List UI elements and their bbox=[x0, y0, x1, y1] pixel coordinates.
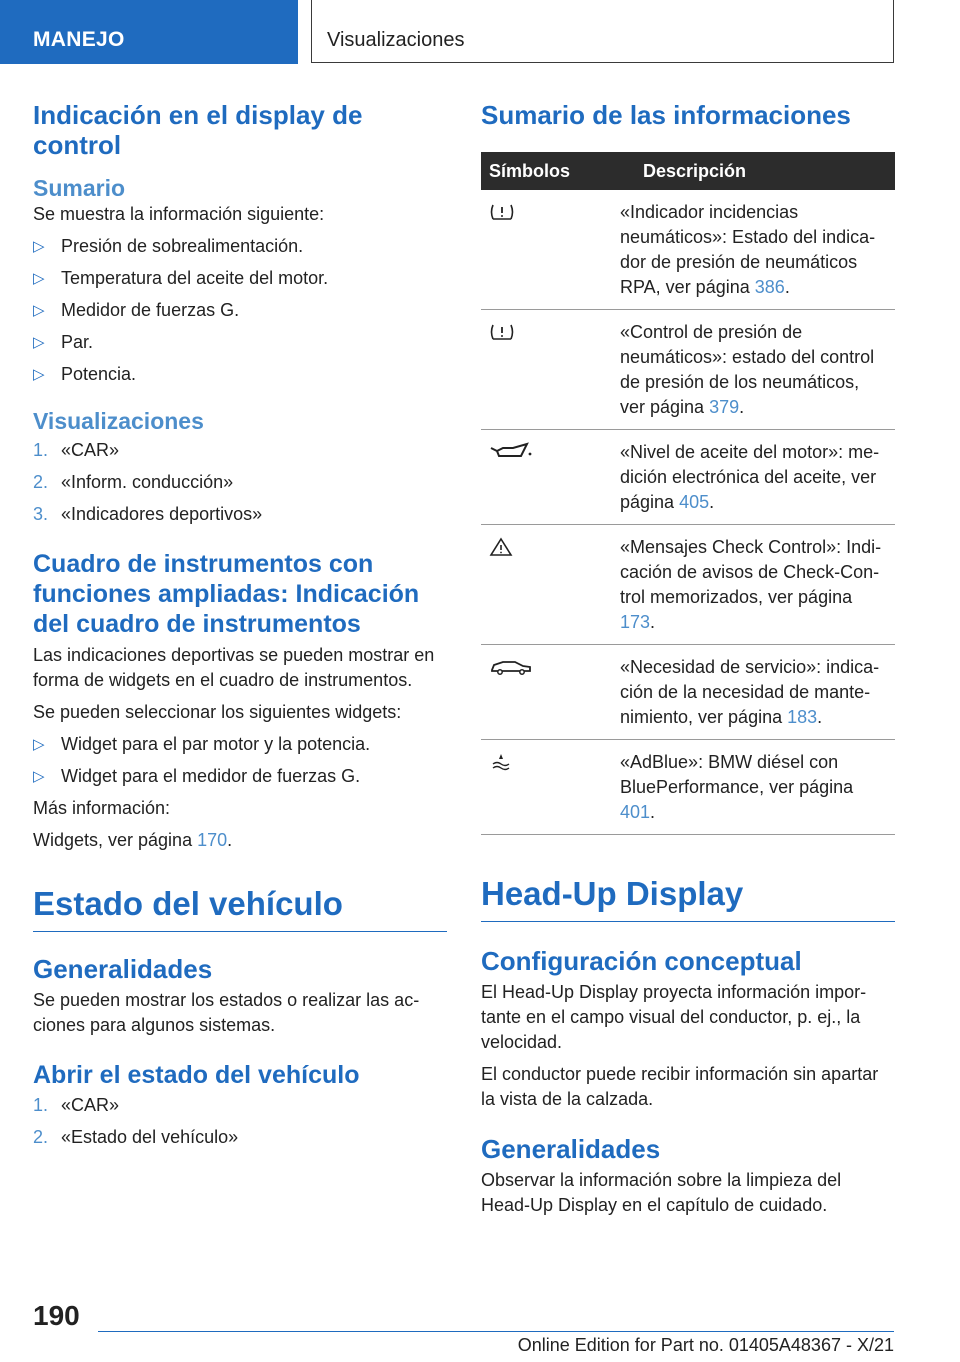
configuracion-paragraph-1: El Head-Up Display proyecta información importante en el campo visual del conductor, p. ej., la velocidad. bbox=[481, 982, 867, 1052]
sumario-list bbox=[33, 234, 447, 387]
step-item: 1. «CAR» bbox=[33, 440, 120, 460]
page-link-173[interactable]: 173 bbox=[620, 612, 651, 632]
footer-edition: Online Edition for Part no. 01405A48367 - X/21 bbox=[517, 1335, 894, 1355]
widget-list bbox=[33, 732, 447, 789]
header-chapter-label: Visualizaciones bbox=[327, 29, 465, 51]
step-item: 1. «CAR» bbox=[33, 1095, 120, 1115]
triangle-bullet-icon: ▷ bbox=[33, 736, 45, 753]
table-row: «Control de presión de neumáticos»: estado del control de presión de los neumáticos, ver página 379. bbox=[481, 310, 895, 430]
step-item: 3. «Indicadores deportivos» bbox=[33, 504, 263, 524]
triangle-bullet-icon: ▷ bbox=[33, 238, 45, 255]
list-item: ▷ Widget para el par motor y la potencia. bbox=[33, 732, 447, 757]
page-link-183[interactable]: 183 bbox=[787, 707, 818, 727]
page-link-405[interactable]: 405 bbox=[679, 492, 710, 512]
page-link-379[interactable]: 379 bbox=[709, 397, 740, 417]
sumario-intro: Se muestra la información siguiente: bbox=[33, 204, 325, 224]
list-item: ▷ Potencia. bbox=[33, 362, 447, 387]
widgets-reference: Widgets, ver página 170. bbox=[33, 830, 233, 850]
page-link-170[interactable]: 170 bbox=[197, 830, 228, 850]
page-link-386[interactable]: 386 bbox=[754, 277, 785, 297]
heading-generalidades-hud: Generalidades bbox=[481, 1134, 661, 1164]
list-item: ▷ Widget para el medidor de fuerzas G. bbox=[33, 764, 447, 789]
page-number: 190 bbox=[33, 1300, 80, 1331]
configuracion-paragraph-2: El conductor puede recibir información sin apartar la vista de la calzada. bbox=[481, 1064, 879, 1109]
visualizaciones-steps bbox=[33, 438, 447, 527]
heading-generalidades: Generalidades bbox=[33, 954, 213, 984]
service-car-icon bbox=[489, 657, 533, 677]
right-column bbox=[481, 100, 895, 1218]
triangle-bullet-icon: ▷ bbox=[33, 768, 45, 785]
heading-visualizaciones: Visualizaciones bbox=[33, 408, 204, 434]
cuadro-paragraph-2: Se pueden seleccionar los siguientes widgets: bbox=[33, 702, 402, 722]
heading-sumario-informaciones: Sumario de las informaciones bbox=[481, 100, 851, 130]
more-info-label: Más información: bbox=[33, 798, 171, 818]
heading-estado-vehiculo: Estado del vehículo bbox=[33, 883, 447, 932]
table-row: «AdBlue»: BMW diésel con BluePerformance, ver página 401. bbox=[481, 740, 895, 835]
table-header-descripcion: Descripción bbox=[620, 152, 895, 190]
list-item: ▷ Temperatura del aceite del motor. bbox=[33, 266, 447, 291]
triangle-bullet-icon: ▷ bbox=[33, 270, 45, 287]
table-header-row bbox=[481, 152, 895, 190]
header-chapter-box bbox=[311, 0, 894, 63]
generalidades-paragraph: Se pueden mostrar los estados o realizar las acciones para algunos sistemas. bbox=[33, 990, 420, 1035]
heading-display-control: Indicación en el display de control bbox=[33, 100, 363, 160]
list-item: ▷ Medidor de fuerzas G. bbox=[33, 298, 447, 323]
heading-configuracion-conceptual: Configuración conceptual bbox=[481, 946, 802, 976]
cuadro-paragraph-1: Las indicaciones deportivas se pueden mostrar en forma de widgets en el cuadro de instrumentos. bbox=[33, 645, 435, 690]
step-item: 2. «Inform. conducción» bbox=[33, 472, 234, 492]
triangle-bullet-icon: ▷ bbox=[33, 366, 45, 383]
header-section-tab bbox=[0, 0, 298, 64]
list-item: ▷ Presión de sobrealimentación. bbox=[33, 234, 447, 259]
symbols-table bbox=[481, 152, 895, 835]
tire-pressure-warning-icon bbox=[489, 202, 515, 222]
tire-pressure-warning-icon bbox=[489, 322, 515, 342]
triangle-bullet-icon: ▷ bbox=[33, 334, 45, 351]
heading-sumario: Sumario bbox=[33, 175, 126, 201]
generalidades-hud-paragraph: Observar la información sobre la limpieza del Head-Up Display en el capítulo de cuidado. bbox=[481, 1170, 842, 1215]
warning-triangle-icon bbox=[489, 537, 513, 557]
table-row: «Necesidad de servicio»: indicación de la necesidad de mantenimiento, ver página 183. bbox=[481, 645, 895, 740]
footer-divider bbox=[98, 1331, 894, 1332]
step-item: 2. «Estado del vehículo» bbox=[33, 1127, 239, 1147]
page-link-401[interactable]: 401 bbox=[620, 802, 651, 822]
table-header-simbolos: Símbolos bbox=[481, 152, 620, 190]
table-row: «Indicador incidencias neumáticos»: Estado del indicador de presión de neumáticos RPA, ver página 386. bbox=[481, 190, 895, 310]
heading-abrir-estado: Abrir el estado del vehículo bbox=[33, 1061, 360, 1089]
header-section-label: MANEJO bbox=[33, 28, 125, 51]
table-row: «Nivel de aceite del motor»: medición electrónica del aceite, ver página 405. bbox=[481, 430, 895, 525]
abrir-steps bbox=[33, 1093, 447, 1150]
oil-can-icon bbox=[489, 442, 533, 462]
list-item: ▷ Par. bbox=[33, 330, 447, 355]
heading-cuadro-instrumentos: Cuadro de instrumentos con funciones ampliadas: Indicación del cuadro de instrumentos bbox=[33, 550, 420, 638]
heading-head-up-display: Head-Up Display bbox=[481, 873, 895, 922]
triangle-bullet-icon: ▷ bbox=[33, 302, 45, 319]
table-row: «Mensajes Check Control»: Indicación de avisos de Check-Control memorizados, ver página 173. bbox=[481, 525, 895, 645]
left-column bbox=[33, 100, 447, 1150]
adblue-icon bbox=[489, 752, 513, 772]
